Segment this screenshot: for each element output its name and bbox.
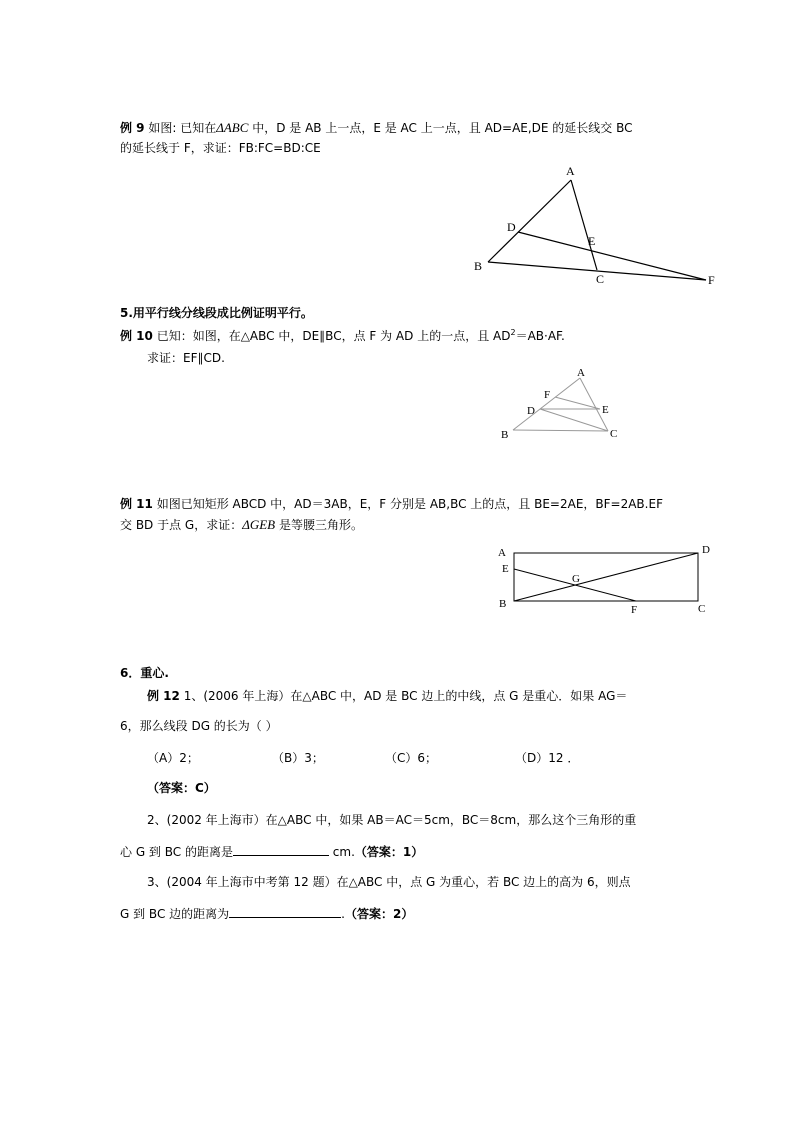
ex10-label-c: C: [610, 428, 618, 440]
ex9-label-a: A: [566, 164, 575, 178]
ex10-side-bc: [513, 430, 608, 431]
ex9-side-ac: [571, 180, 597, 270]
ex9-label-d: D: [507, 220, 516, 234]
ex10-line2: 求证：EF∥CD.: [147, 351, 225, 365]
ex11-diagonal-bd: [514, 553, 698, 601]
ex10-label-f: F: [544, 389, 551, 401]
ex10-line-dc: [540, 409, 608, 431]
ex9-side-ab: [488, 180, 571, 262]
ex11-text-b: 是等腰三角形。: [275, 518, 363, 532]
ex11-line2: [120, 517, 363, 533]
ex12-q1-text-a: 1、(2006 年上海）在△ABC 中，AD 是 BC 边上的中线，点 G 是重心．如果 AG＝: [179, 689, 628, 703]
ex11-label-e: E: [502, 563, 509, 575]
ex10-label: 例 10: [120, 329, 153, 343]
ex12-q1-line1: [147, 688, 627, 704]
ex11-label-f: F: [631, 604, 638, 616]
ex12-q3-text-b: G 到 BC 边的距离为: [120, 907, 230, 921]
ex11-label-a: A: [498, 547, 506, 559]
ex10-superscript: 2: [510, 328, 516, 337]
ex9-label: 例 9: [120, 121, 145, 135]
ex11-label-g: G: [572, 573, 580, 585]
ex9-line2: 的延长线于 F，求证：FB:FC=BD:CE: [120, 141, 321, 155]
ex12-q3-blank: [229, 905, 341, 918]
section-5-title: 5.用平行线分线段成比例证明平行。: [120, 306, 313, 320]
ex10-line1: [120, 328, 565, 344]
ex9-text-a: 如图: 已知在: [144, 121, 217, 135]
ex9-label-b: B: [474, 259, 483, 273]
ex12-option-a: （A）2；: [147, 751, 199, 765]
section-6-title: 6．重心.: [120, 666, 169, 680]
ex11-line-ef: [514, 569, 636, 601]
ex12-q1-line2: 6，那么线段 DG 的长为（ ）: [120, 719, 278, 733]
ex12-q3-text-c: .: [341, 907, 345, 921]
ex11-rectangle: [514, 553, 698, 601]
ex12-answer-1: （答案：C）: [147, 781, 216, 795]
ex11-label-b: B: [499, 598, 507, 610]
ex12-option-d: （D）12 ．: [515, 751, 580, 765]
ex12-option-b: （B）3；: [272, 751, 324, 765]
ex10-text-a: 已知：如图，在△ABC 中，DE∥BC，点 F 为 AD 上的一点，且 AD: [152, 329, 511, 343]
ex11-text-a: 交 BD 于点 G，求证：: [120, 518, 243, 532]
ex9-line1: [120, 120, 633, 136]
ex10-label-b: B: [501, 429, 509, 441]
ex10-side-ac: [580, 378, 608, 431]
ex11-triangle: ΔGEB: [242, 517, 276, 532]
ex12-q2-line2: [120, 843, 423, 860]
ex10-label-a: A: [577, 367, 585, 379]
ex10-text-b: ＝AB·AF.: [515, 329, 565, 343]
ex9-line-bf: [488, 262, 706, 280]
ex12-q2-blank: [233, 843, 329, 856]
ex11-text: 如图已知矩形 ABCD 中，AD＝3AB，E，F 分别是 AB,BC 上的点，且 BE=2AE，BF=2AB.EF: [152, 497, 663, 511]
ex12-q2-text-b: 心 G 到 BC 的距离是: [120, 845, 233, 859]
ex12-option-c: （C）6；: [385, 751, 438, 765]
ex9-label-f: F: [708, 273, 715, 287]
ex9-label-e: E: [588, 234, 596, 248]
ex12-label: 例 12: [147, 689, 180, 703]
ex9-line-df: [518, 232, 706, 280]
ex11-label-d: D: [702, 544, 710, 556]
ex11-label: 例 11: [120, 497, 153, 511]
ex12-q2-text-c: cm.: [328, 845, 355, 859]
ex12-answer-2: （答案：1）: [354, 845, 424, 859]
ex11-line1: [120, 496, 663, 512]
ex12-q3-line2: [120, 905, 413, 922]
ex9-text-b: 中，D 是 AB 上一点，E 是 AC 上一点，且 AD=AE,DE 的延长线交 BC: [248, 121, 633, 135]
ex9-label-c: C: [596, 272, 605, 286]
ex12-q2-line1: 2、(2002 年上海市）在△ABC 中，如果 AB＝AC＝5cm，BC＝8cm，那么这个三角形的重: [147, 813, 637, 827]
ex10-label-e: E: [602, 404, 609, 416]
ex10-line-fe: [555, 397, 600, 409]
ex11-label-c: C: [698, 603, 706, 615]
ex10-label-d: D: [527, 405, 535, 417]
ex12-answer-3: （答案：2）: [344, 907, 414, 921]
ex9-triangle: ΔABC: [216, 120, 249, 135]
ex12-q3-line1: 3、(2004 年上海市中考第 12 题）在△ABC 中，点 G 为重心，若 BC 边上的高为 6，则点: [147, 875, 631, 889]
ex10-side-ab: [513, 378, 580, 430]
